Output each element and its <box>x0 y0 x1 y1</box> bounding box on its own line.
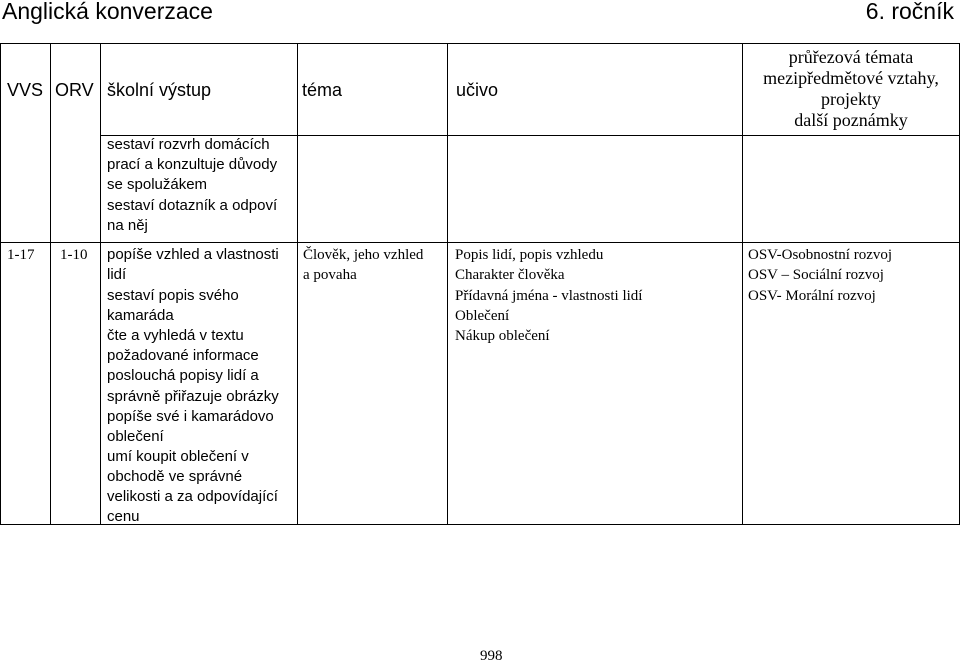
content-line: Nákup oblečení <box>455 328 550 344</box>
output-line: sestaví popis svého <box>107 287 239 304</box>
content-line: Přídavná jména - vlastnosti lidí <box>455 288 643 304</box>
output-line: popíše vzhled a vlastnosti <box>107 246 279 263</box>
cross-header-line: průřezová témata <box>788 47 914 67</box>
vvs-code: 1-17 <box>7 247 35 263</box>
output-line: oblečení <box>107 428 164 445</box>
page-number: 998 <box>480 648 503 664</box>
cross-header-line: mezipředmětové vztahy, <box>763 68 939 88</box>
row-divider <box>0 242 960 243</box>
table-left-border <box>0 43 1 525</box>
cross-line: OSV- Morální rozvoj <box>748 288 876 304</box>
output-line: se spolužákem <box>107 176 208 193</box>
output-line: správně přiřazuje obrázky <box>107 388 279 405</box>
topic-line: a povaha <box>303 267 357 283</box>
cross-header-line: další poznámky <box>794 110 908 130</box>
cross-header-line: projekty <box>821 89 881 109</box>
output-line: velikosti a za odpovídající <box>107 488 278 505</box>
output-line: čte a vyhledá v textu <box>107 327 244 344</box>
col-divider-output <box>297 43 298 525</box>
cross-line: OSV – Sociální rozvoj <box>748 267 884 283</box>
cross-line: OSV-Osobnostní rozvoj <box>748 247 893 263</box>
output-line: požadované informace <box>107 347 259 364</box>
column-header-output: školní výstup <box>107 80 212 100</box>
output-line: umí koupit oblečení v <box>107 448 249 465</box>
column-header-topic: téma <box>302 80 343 100</box>
column-header-vvs: VVS <box>7 80 44 100</box>
output-line: lidí <box>107 266 127 283</box>
output-line: sestaví rozvrh domácích <box>107 136 270 153</box>
output-line: popíše své i kamarádovo <box>107 408 274 425</box>
column-header-content: učivo <box>456 80 499 100</box>
column-header-orv: ORV <box>55 80 94 100</box>
output-line: na něj <box>107 217 148 234</box>
grade-title: 6. ročník <box>865 0 954 24</box>
content-line: Oblečení <box>455 308 510 324</box>
content-line: Charakter člověka <box>455 267 565 283</box>
col-divider-topic <box>447 43 448 525</box>
output-line: cenu <box>107 508 140 525</box>
output-line: prací a konzultuje důvody <box>107 156 278 173</box>
output-line: poslouchá popisy lidí a <box>107 367 259 384</box>
output-line: sestaví dotazník a odpoví <box>107 197 278 214</box>
table-top-border <box>0 43 960 44</box>
content-line: Popis lidí, popis vzhledu <box>455 247 604 263</box>
output-line: kamaráda <box>107 307 174 324</box>
orv-code: 1-10 <box>60 247 88 263</box>
col-divider-orv <box>100 43 101 525</box>
output-line: obchodě ve správné <box>107 468 243 485</box>
subject-title: Anglická konverzace <box>2 0 213 24</box>
col-divider-vvs <box>50 43 51 525</box>
table-bottom-border <box>0 524 960 525</box>
topic-line: Člověk, jeho vzhled <box>303 247 424 263</box>
